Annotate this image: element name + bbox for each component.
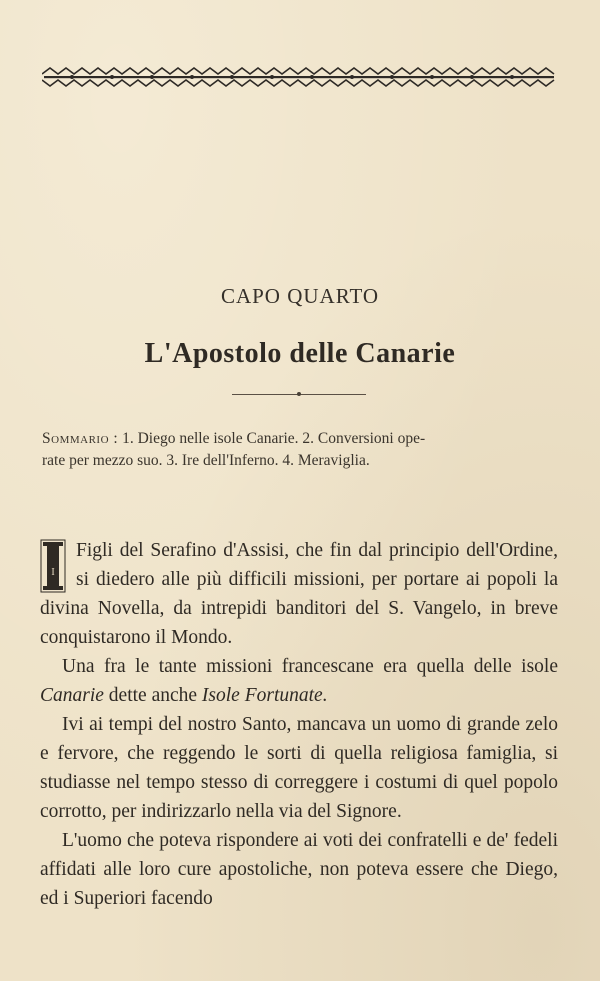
body-text [40,536,558,913]
paragraph-3: Ivi ai tempi del nostro Santo, mancava un uomo di grande zelo e fervore, che reggendo le sorti di quella religiosa famiglia, si studiasse nel tempo stesso di correggere i costumi di quel popolo corrotto, per indirizzarlo nella via del Signore. [40,714,558,822]
paragraph-1 [40,536,558,652]
paragraph-2-text-c: dette anche [103,685,202,706]
dropcap-text: I [51,567,55,578]
divider-dot [297,392,301,396]
paragraph-2 [40,652,558,710]
paragraph-2-italic-isole: Isole Fortunate. [201,685,328,706]
paragraph-1-text: Figli del Serafino d'Assisi, che fin dal principio dell'Ordine, si diedero alle più difficili missioni, per portare ai popoli la divina Novella, da intrepidi banditori del S. Vangelo, in breve conquistarono il Mondo. [40,540,558,648]
chapter-heading: CAPO QUARTO [220,284,380,308]
chapter-title: L'Apostolo delle Canarie [144,338,456,369]
dropcap-letter [40,539,66,593]
chapter-summary [42,428,558,472]
summary-line-2: rate per mezzo suo. 3. Ire dell'Inferno. 4. Meraviglia. [42,452,370,469]
paragraph-2-italic-canarie: Canarie [40,685,104,706]
summary-label: Sommario : [42,430,119,447]
summary-line-1: 1. Diego nelle isole Canarie. 2. Conversioni ope- [122,430,426,447]
paragraph-4: L'uomo che poteva rispondere ai voti dei confratelli e de' fedeli affidati alle loro cure apostoliche, non poteva essere che Diego, ed i Superiori facendo [40,830,558,909]
paragraph-2-text-a: Una fra le tante missioni francescane era quella delle isole [62,656,558,677]
ornamental-border [42,64,556,90]
